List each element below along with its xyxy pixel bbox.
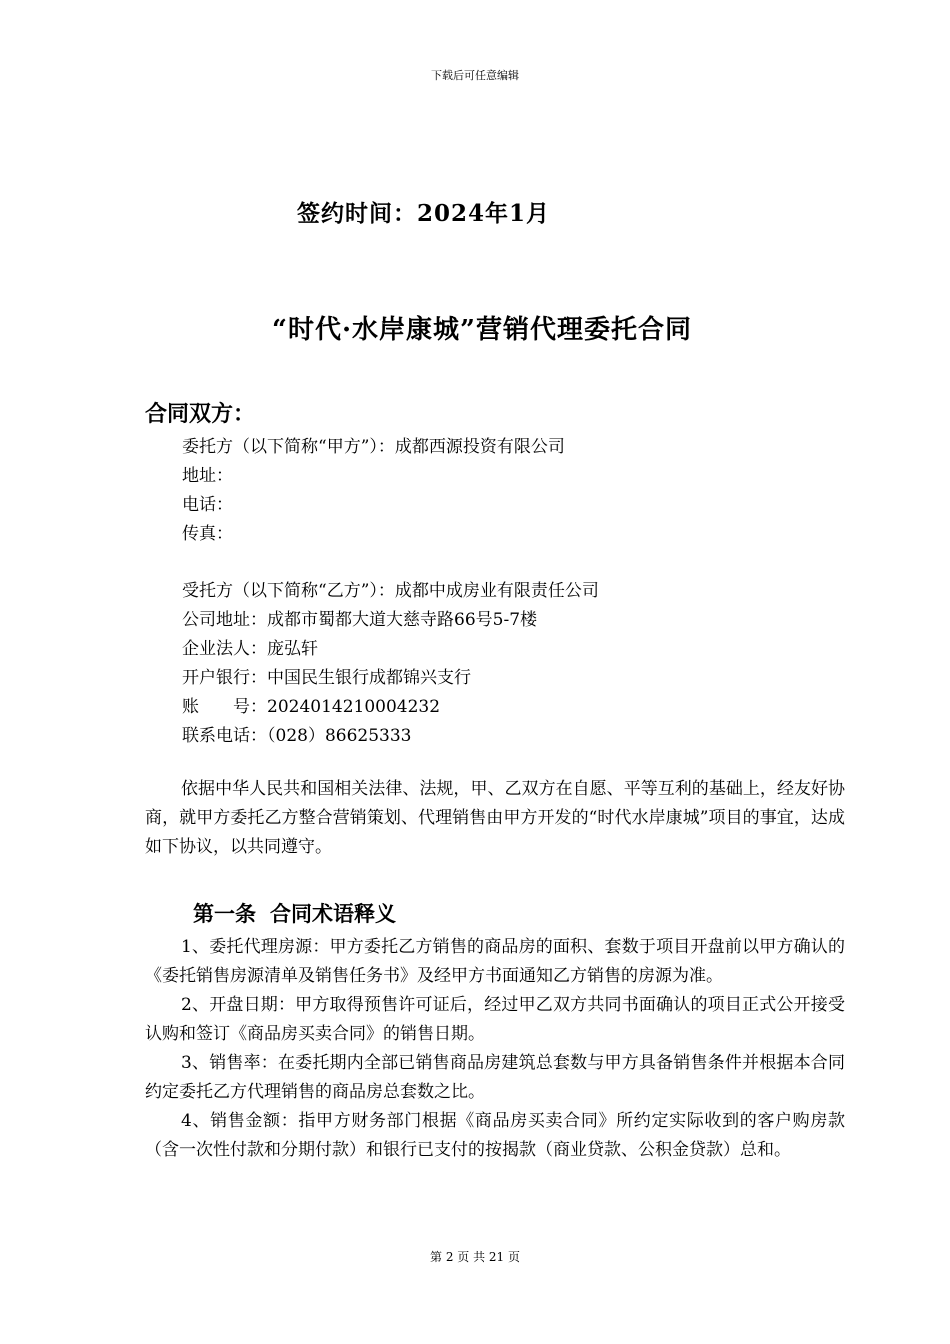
party-b-bank: 开户银行：中国民生银行成都锦兴支行 [182,668,471,688]
party-a-name: 委托方（以下简称“甲方”）：成都西源投资有限公司 [182,437,565,457]
page-header-note: 下载后可任意编辑 [431,69,519,82]
item-1-text: 1、委托代理房源：甲方委托乙方销售的商品房的面积、套数于项目开盘前以甲方确认的《委托销售房源清单及销售任务书》及经甲方书面通知乙方销售的房源为准。 [145,937,845,986]
article-1-item-2 [145,991,845,1049]
account-label: 账 号： [182,697,267,717]
contract-title: “时代·水岸康城”营销代理委托合同 [272,315,692,345]
signing-time: 签约时间：2024年1月 [297,200,551,227]
item-2-text: 2、开盘日期：甲方取得预售许可证后，经过甲乙双方共同书面确认的项目正式公开接受认购和签订《商品房买卖合同》的销售日期。 [145,995,845,1044]
preamble-paragraph [145,775,845,862]
party-b-name: 受托方（以下简称“乙方”）：成都中成房业有限责任公司 [182,581,599,601]
item-3-text: 3、销售率：在委托期内全部已销售商品房建筑总套数与甲方具备销售条件并根据本合同约定委托乙方代理销售的商品房总套数之比。 [145,1053,845,1102]
party-b-legal-rep: 企业法人：庞弘轩 [182,639,318,659]
article-1-item-4 [145,1107,845,1165]
page-footer: 第 2 页 共 21 页 [430,1250,520,1264]
party-b-account [182,692,440,717]
article-1-heading [193,898,396,928]
item-4-text: 4、销售金额：指甲方财务部门根据《商品房买卖合同》所约定实际收到的客户购房款（含一次性付款和分期付款）和银行已支付的按揭款（商业贷款、公积金贷款）总和。 [145,1111,845,1160]
article-1-item-3 [145,1049,845,1107]
party-b-address: 公司地址：成都市蜀都大道大慈寺路66号5-7楼 [182,610,538,630]
article-1-item-1 [145,933,845,991]
account-number: 2024014210004232 [267,697,441,717]
party-a-fax: 传真： [182,524,233,544]
party-a-address: 地址： [182,466,233,486]
article-1-title: 合同术语释义 [270,901,396,926]
party-a-phone: 电话： [182,495,233,515]
article-1-number: 第一条 [193,901,256,926]
parties-heading: 合同双方： [145,401,256,427]
party-b-contact-phone: 联系电话：（028）86625333 [182,726,412,746]
preamble-text: 依据中华人民共和国相关法律、法规，甲、乙双方在自愿、平等互利的基础上，经友好协商，就甲方委托乙方整合营销策划、代理销售由甲方开发的“时代水岸康城”项目的事宜，达成如下协议，以共同遵守。 [145,779,845,857]
